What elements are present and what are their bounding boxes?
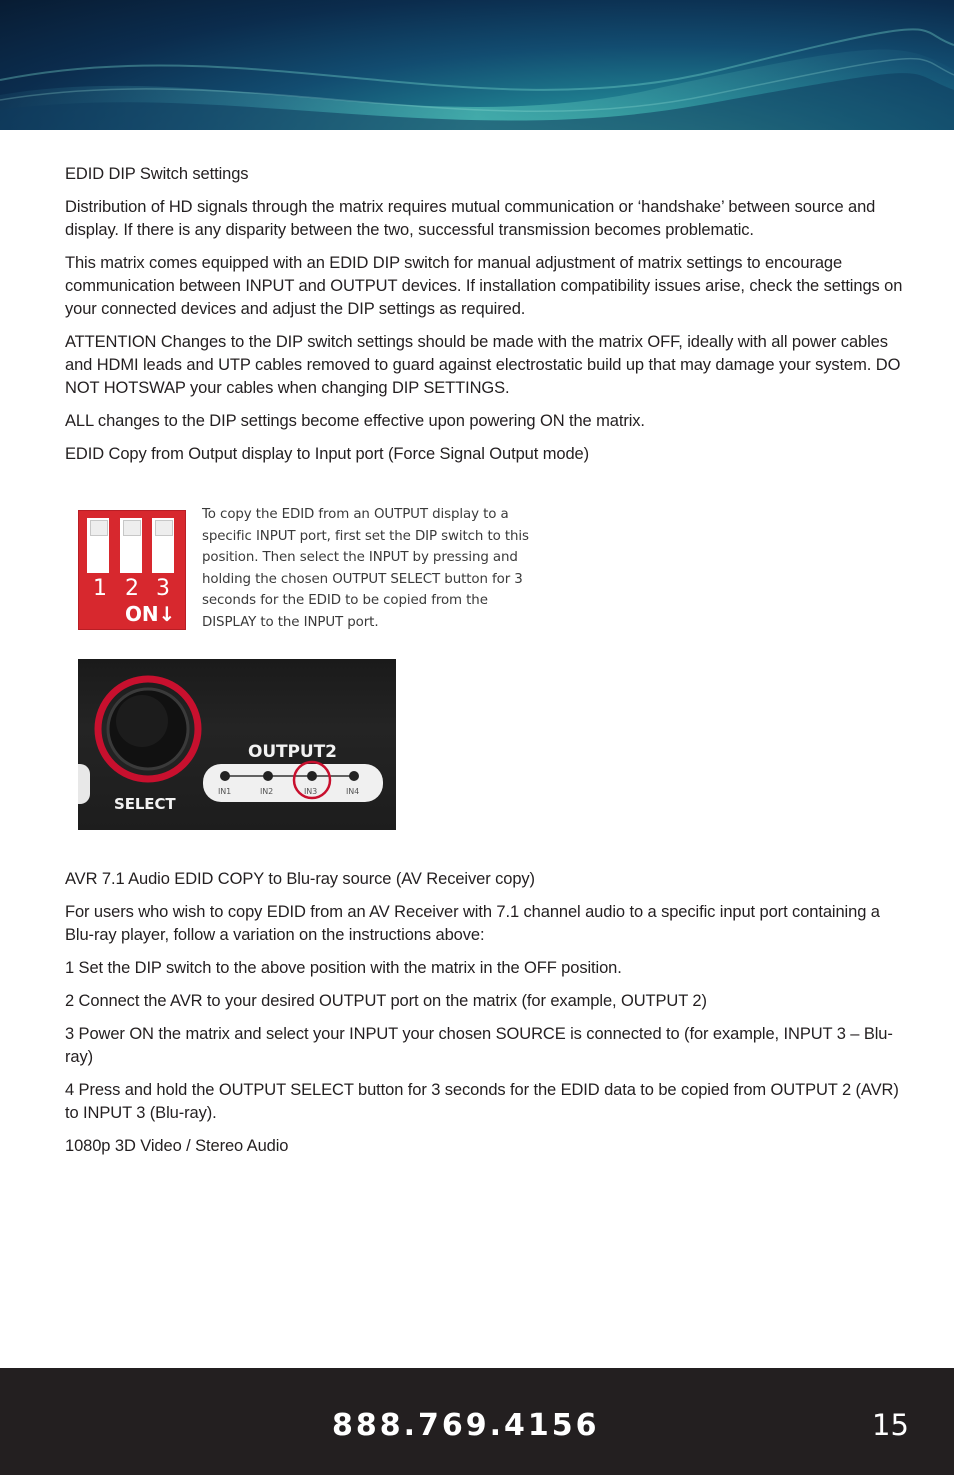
- led-in3-icon: [307, 771, 317, 781]
- input-label-in4: IN4: [346, 787, 360, 796]
- dip-number-2: 2: [125, 576, 139, 601]
- output2-label: OUTPUT2: [248, 742, 337, 762]
- input-label-in1: IN1: [218, 787, 232, 796]
- led-in2-icon: [263, 771, 273, 781]
- avr-last-line: 1080p 3D Video / Stereo Audio: [65, 1137, 289, 1155]
- led-in1-icon: [220, 771, 230, 781]
- avr-step-1: 1 Set the DIP switch to the above position with the matrix in the OFF position.: [65, 959, 622, 977]
- avr-step-2: 2 Connect the AVR to your desired OUTPUT port on the matrix (for example, OUTPUT 2): [65, 992, 707, 1010]
- header-wave-graphic: [0, 0, 954, 130]
- dip-switch-graphic: [78, 510, 186, 630]
- avr-title: AVR 7.1 Audio EDID COPY to Blu-ray source (AV Receiver copy): [65, 870, 535, 888]
- dip-number-1: 1: [93, 576, 107, 601]
- avr-intro: For users who wish to copy EDID from an AV Receiver with 7.1 channel audio to a specific input port containing a Blu-ray player, follow a variation on the instructions above:: [65, 903, 880, 944]
- dip-slot-2: [120, 518, 142, 573]
- side-panel-edge: [78, 764, 90, 804]
- section-title-edid-copy: EDID Copy from Output display to Input port (Force Signal Output mode): [65, 445, 589, 463]
- section-title-edid-dip: EDID DIP Switch settings: [65, 165, 249, 183]
- page-number: 15: [872, 1408, 909, 1442]
- dip-on-label: ON↓: [125, 602, 176, 626]
- avr-section: [65, 868, 910, 1158]
- figure-area: [65, 488, 910, 868]
- avr-step-3: 3 Power ON the matrix and select your INPUT your chosen SOURCE is connected to (for example, INPUT 3 – Blu-ray): [65, 1025, 893, 1066]
- page-content: [65, 163, 910, 1168]
- output-select-photo: [78, 659, 396, 830]
- led-in4-icon: [349, 771, 359, 781]
- select-label: SELECT: [114, 795, 176, 813]
- footer-bar: [0, 1368, 954, 1475]
- paragraph-distribution: Distribution of HD signals through the matrix requires mutual communication or ‘handshake’ between source and display. If there is any disparity between the two, successful transmission becomes problematic.: [65, 198, 876, 239]
- input-label-in3: IN3: [304, 787, 318, 796]
- dip-slot-3: [152, 518, 174, 573]
- dip-caption: To copy the EDID from an OUTPUT display to a specific INPUT port, first set the DIP switch to this position. Then select the INPUT by pressing and holding the chosen OUTPUT SELECT button for 3 seconds for the EDID to be copied from the DISPLAY to the INPUT port.: [202, 507, 529, 630]
- paragraph-all-changes: ALL changes to the DIP settings become effective upon powering ON the matrix.: [65, 412, 645, 430]
- phone-number: 888.769.4156: [332, 1408, 600, 1443]
- dip-slot-1: [87, 518, 109, 573]
- avr-step-4: 4 Press and hold the OUTPUT SELECT button for 3 seconds for the EDID data to be copied from OUTPUT 2 (AVR) to INPUT 3 (Blu-ray).: [65, 1081, 899, 1122]
- paragraph-attention: ATTENTION Changes to the DIP switch settings should be made with the matrix OFF, ideally with all power cables and HDMI leads and UTP cables removed to guard against electrostatic build up that may damage your system. DO NOT HOTSWAP your cables when changing DIP SETTINGS.: [65, 333, 901, 397]
- input-label-in2: IN2: [260, 787, 274, 796]
- paragraph-matrix-dip: This matrix comes equipped with an EDID DIP switch for manual adjustment of matrix settings to encourage communication between INPUT and OUTPUT devices. If installation compatibility issues arise, check the settings on your connected devices and adjust the DIP settings as required.: [65, 254, 903, 318]
- header-banner: [0, 0, 954, 130]
- dip-number-3: 3: [156, 576, 170, 601]
